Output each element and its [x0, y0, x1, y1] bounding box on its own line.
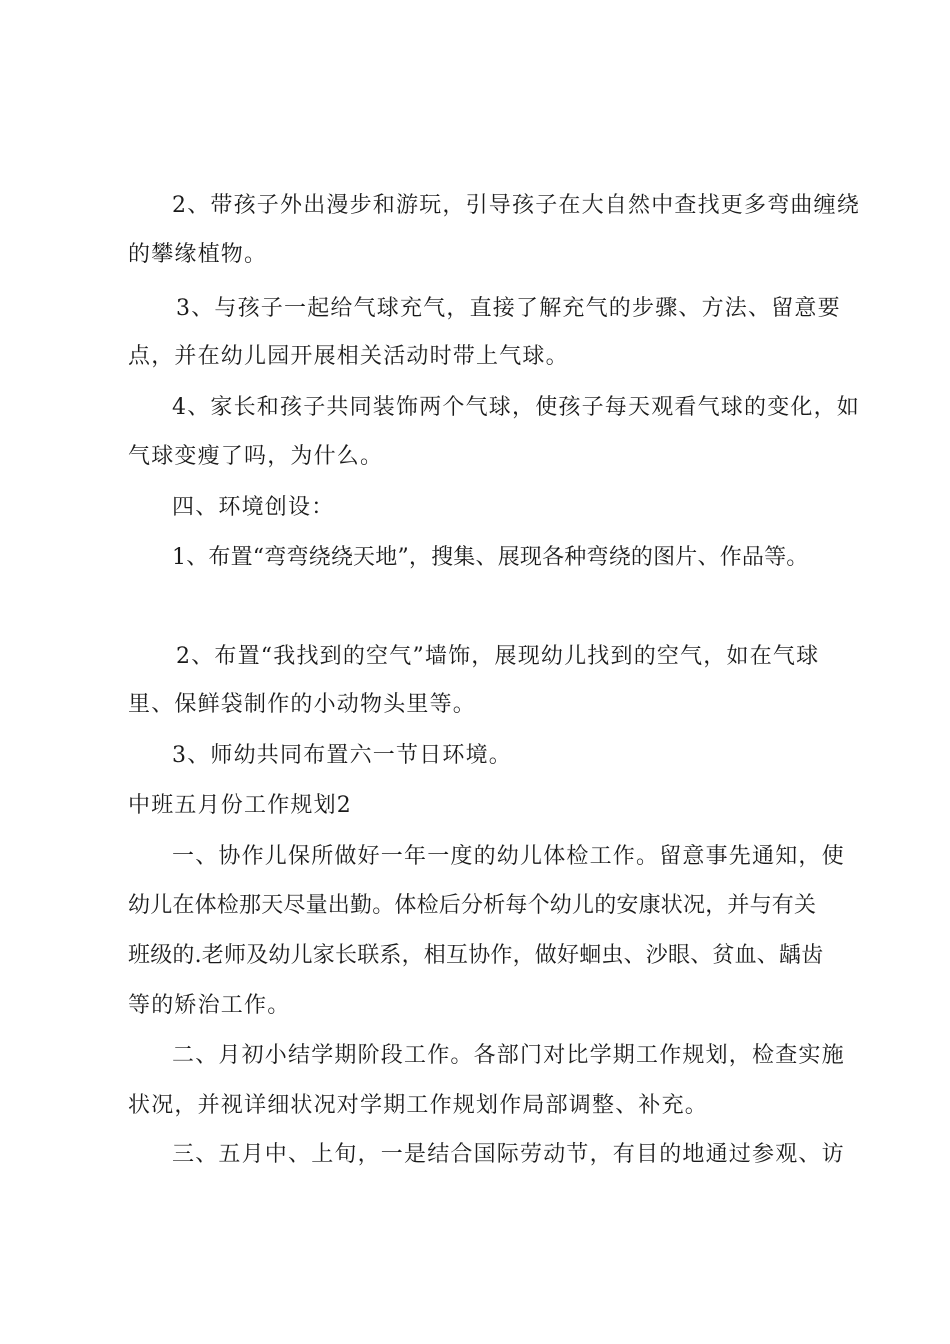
paragraph-line: 2、布置“我找到的空气”墙饰，展现幼儿找到的空气，如在气球	[176, 644, 820, 669]
paragraph-line: 幼儿在体检那天尽量出勤。体检后分析每个幼儿的安康状况，并与有关	[128, 893, 817, 918]
paragraph-line: 气球变瘦了吗，为什么。	[128, 444, 384, 469]
paragraph-line: 一、协作儿保所做好一年一度的幼儿体检工作。留意事先通知，使	[172, 844, 845, 869]
paragraph-line: 里、保鲜袋制作的小动物头里等。	[128, 692, 477, 717]
paragraph-line: 班级的.老师及幼儿家长联系，相互协作，做好蛔虫、沙眼、贫血、龋齿	[128, 943, 824, 968]
section-title: 中班五月份工作规划2	[128, 793, 352, 818]
paragraph-line: 1、布置“弯弯绕绕天地”，搜集、展现各种弯绕的图片、作品等。	[172, 545, 809, 570]
paragraph-line: 点，并在幼儿园开展相关活动时带上气球。	[128, 344, 569, 369]
paragraph-line: 三、五月中、上旬，一是结合国际劳动节，有目的地通过参观、访	[172, 1142, 845, 1167]
paragraph-line: 3、与孩子一起给气球充气，直接了解充气的步骤、方法、留意要	[176, 296, 841, 321]
paragraph-line: 的攀缘植物。	[128, 242, 268, 267]
section-heading: 四、环境创设：	[172, 495, 335, 520]
paragraph-line: 2、带孩子外出漫步和游玩，引导孩子在大自然中查找更多弯曲缠绕	[172, 193, 860, 218]
paragraph-line: 状况，并视详细状况对学期工作规划作局部调整、补充。	[128, 1093, 709, 1118]
paragraph-line: 等的矫治工作。	[128, 993, 291, 1018]
paragraph-line: 3、师幼共同布置六一节日环境。	[172, 743, 512, 768]
paragraph-line: 4、家长和孩子共同装饰两个气球，使孩子每天观看气球的变化，如	[172, 395, 860, 420]
paragraph-line: 二、月初小结学期阶段工作。各部门对比学期工作规划，检查实施	[172, 1043, 845, 1068]
